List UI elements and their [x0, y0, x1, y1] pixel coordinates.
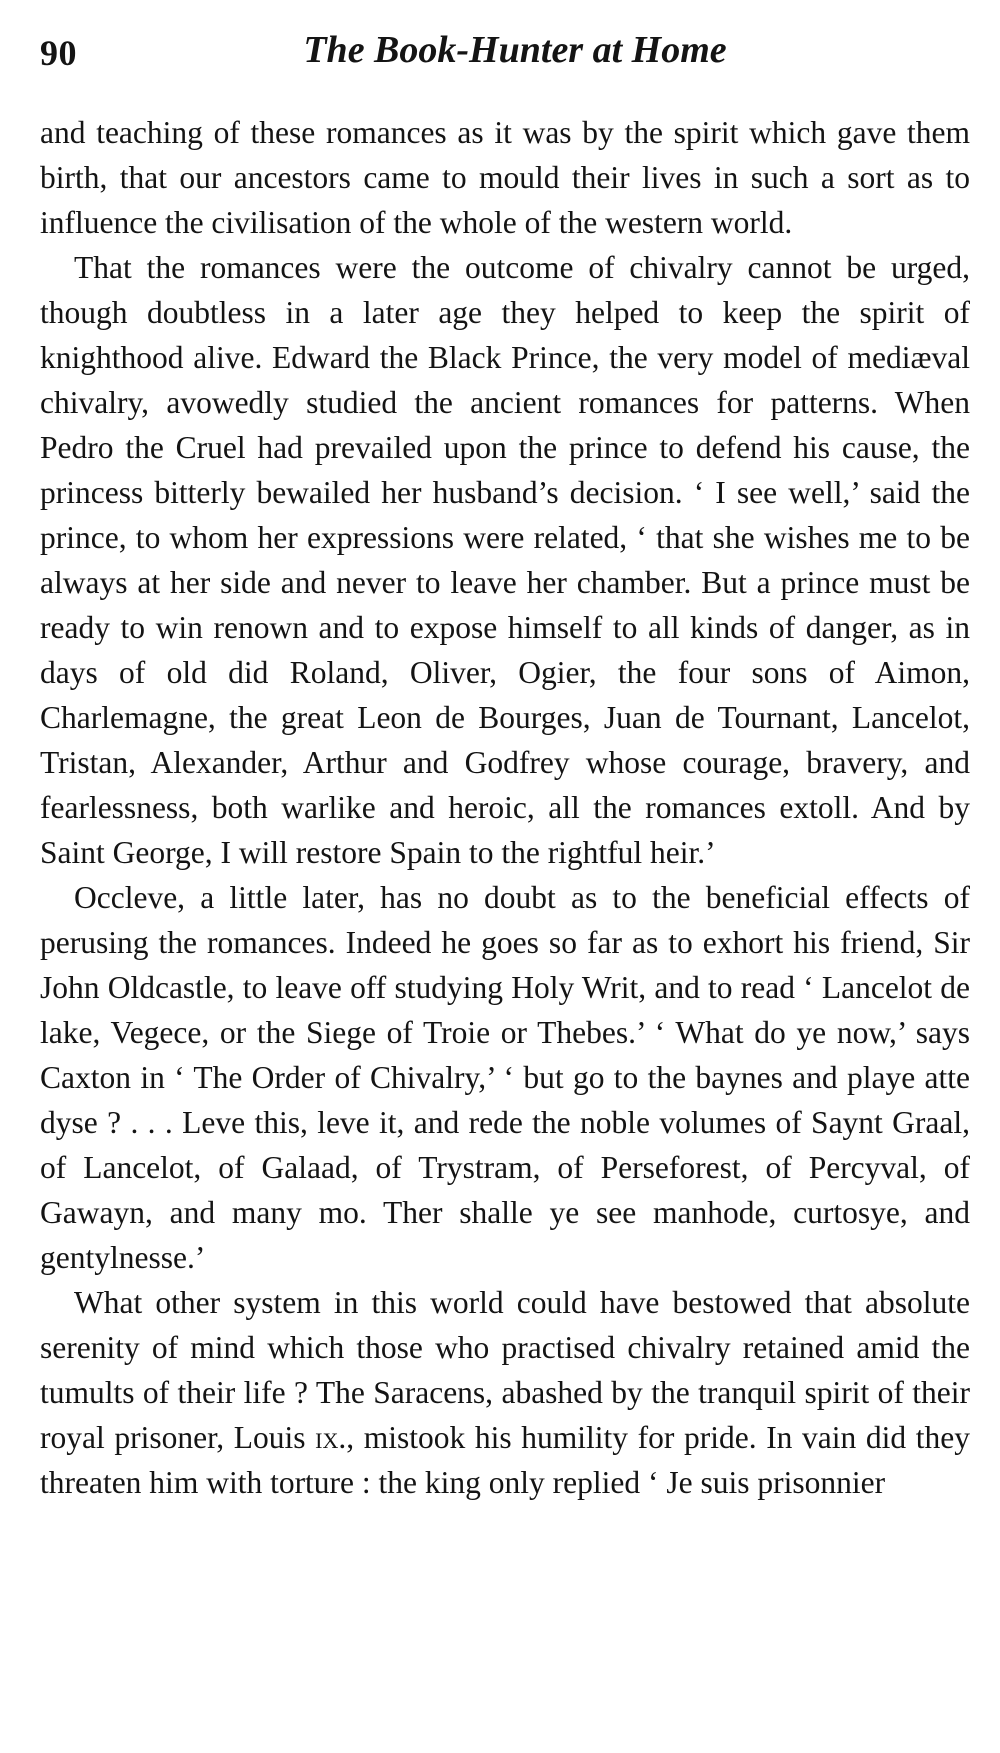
- regnal-number: ix.: [315, 1420, 347, 1455]
- paragraph-occleve: Occleve, a little later, has no doubt as to the beneficial effects of perusing the romances. Indeed he goes so far as to exhort his friend, Sir John Oldcastle, to leave off studying Holy Writ, and to read ‘ Lancelot de lake, Vegece, or the Siege of Troie or Thebes.’ ‘ What do ye now,’ says Caxton in ‘ The Order of Chivalry,’ ‘ but go to the baynes and playe atte dyse ? . . . Leve this, leve it, and rede the noble volumes of Saynt Graal, of Lancelot, of Galaad, of Trystram, of Perseforest, of Percyval, of Gawayn, and many mo. Ther shalle ye see manhode, curtosye, and gentylnesse.’: [40, 880, 970, 1275]
- book-page: [40, 28, 970, 1505]
- paragraph-louis-text-after: , mistook his humility for pride. In vain did they threaten him with torture : the king only replied ‘ Je suis prisonnier: [40, 1420, 971, 1500]
- paragraph-black-prince: That the romances were the outcome of chivalry cannot be urged, though doubtless in a later age they helped to keep the spirit of knighthood alive. Edward the Black Prince, the very model of mediæval chivalry, avowedly studied the ancient romances for patterns. When Pedro the Cruel had prevailed upon the prince to defend his cause, the princess bitterly bewailed her husband’s decision. ‘ I see well,’ said the prince, to whom her expressions were related, ‘ that she wishes me to be always at her side and never to leave her chamber. But a prince must be ready to win renown and to expose himself to all kinds of danger, as in days of old did Roland, Oliver, Ogier, the four sons of Aimon, Charlemagne, the great Leon de Bourges, Juan de Tournant, Lancelot, Tristan, Alexander, Arthur and Godfrey whose courage, bravery, and fearlessness, both warlike and heroic, all the romances extoll. And by Saint George, I will restore Spain to the rightful heir.’: [40, 250, 970, 870]
- paragraph-louis: [40, 1280, 970, 1505]
- body-text: [40, 110, 970, 1505]
- paragraph-louis-text-before: What other system in this world could have bestowed that absolute serenity of mind which those who practised chivalry retained amid the tumults of their life ? The Saracens, abashed by the tranquil spirit of their royal prisoner, Louis: [40, 1285, 970, 1455]
- paragraph-continuation: and teaching of these romances as it was by the spirit which gave them birth, that our ancestors came to mould their lives in such a sort as to influence the civilisation of the whole of the western world.: [40, 115, 970, 240]
- running-head: [40, 28, 970, 90]
- running-title: The Book-Hunter at Home: [303, 29, 727, 71]
- page-number: 90: [40, 33, 77, 73]
